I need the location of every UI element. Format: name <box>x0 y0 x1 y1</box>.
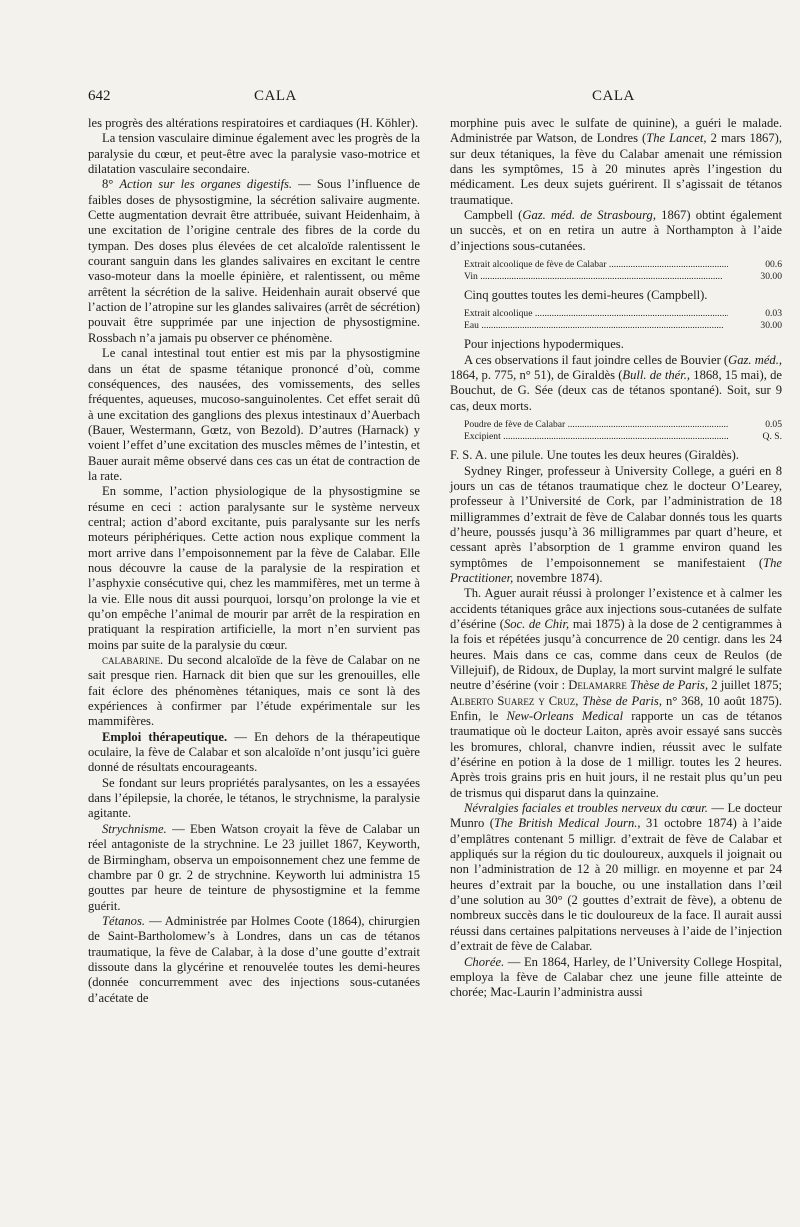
formula-row: Extrait alcoolique de fève de Calabar ..... 00.6 <box>464 259 782 271</box>
citation: Thèse de Paris, <box>578 693 662 708</box>
paragraph-digestive-action <box>88 177 420 346</box>
header-title-right: CALA <box>592 88 635 104</box>
author-name: Alberto Suarez y Cruz, <box>450 693 579 708</box>
formula-row: Poudre de fève de Calabar ..... 0.05 <box>464 419 782 431</box>
citation: New-Orleans Medical <box>506 709 624 723</box>
section-heading: Tétanos. <box>102 913 146 928</box>
citation: The British Medical Journ., <box>493 816 641 831</box>
header-title-left: CALA <box>254 88 297 104</box>
formula-row: Extrait alcoolique ..... 0.03 <box>464 308 782 320</box>
paragraph: Pour injections hypodermiques. <box>464 337 624 352</box>
formula-row: Vin ..... 30.00 <box>464 271 782 283</box>
paragraph-tetanus <box>88 914 420 1006</box>
citation: The Lancet, <box>646 131 707 146</box>
paragraph: Le canal intestinal tout entier est mis par la physostigmine dans un état de spasme tétanique prononcé d’où, comme conséquences, des nausées, des vomissements, des selles fréquentes, aqueuses, mucoso-sanguinolentes. Cet effet serait dû à une excitation des ganglions des plexus intestinaux d’Auerbach (Bauer, Westermann, Gœtz, von Bezold). D’autres (Harnack) y voient l’effet d’une excitation des muscles mêmes de l’intestin, et Bauer aurait même observé dans ces cas un état de contraction de la rate. <box>88 346 420 483</box>
paragraph: Campbell (Gaz. méd. de Strasbourg, 1867) obtint également un succès, et on en retira un autre à Northampton à l’aide d’injections sous-cutanées. <box>450 208 783 253</box>
paragraph: En somme, l’action physiologique de la physostigmine se résume en ceci : action paralysante sur le système nerveux central; action d’abord excitante, puis paralysante sur les nerfs moteurs périphériques. Cette action nous explique comment la mort arrive dans l’empoisonnement par la fève de Calabar. Elle nous découvre la cause de la paralysie de la respiration et l’asphyxie consécutive qui, chez les mammifères, met un terme à la vie. Elle nous dit aussi pourquoi, lorsqu’on prolonge la vie et qu’on empêche l’animal de mourir par arrêt de la respiration en pratiquant la respiration artificielle, la mort n’en survient pas moins par suite de la paralysie du cœur. <box>88 484 420 652</box>
section-heading: Strychnisme. <box>102 821 167 836</box>
citation: The Practitioner, <box>450 555 782 585</box>
paragraph-text: — Eben Watson croyait la fève de Calabar un réel antagoniste de la strychnine. Le 23 juillet 1867, Keyworth, de Birmingham, observa un empoisonnement chez une femme de chambre par 0 gr. 2 de strychnine. Keyworth lui administra 15 gouttes par heure de teinture de physostigmine et la femme guérit. <box>88 821 420 913</box>
section-heading: Chorée. <box>464 954 505 969</box>
paragraph-text: Du second alcaloïde de la fève de Calabar on ne sait presque rien. Harnack dit bien que sur les grenouilles, elle fait éclore des phénomènes tétaniques, mais ce sont là des expériences à confirmer par l’étude expérimentale sur les mammifères. <box>88 653 420 729</box>
left-column <box>88 116 420 1006</box>
formula-1 <box>464 259 782 283</box>
citation: Soc. de Chir, <box>503 616 570 631</box>
paragraph: Cinq gouttes toutes les demi-heures (Campbell). <box>464 288 708 303</box>
section-number: 8° <box>102 177 114 192</box>
section-heading: Emploi thérapeutique. <box>102 729 228 744</box>
section-heading: calabarine. <box>102 653 164 668</box>
paragraph: La tension vasculaire diminue également avec les progrès de la paralysie du cœur, et peut-être avec la paralysie vaso-motrice et dilatation vasculaire secondaire. <box>88 131 420 177</box>
paragraph-therapeutic-use <box>88 730 420 776</box>
paragraph-text: — Sous l’influence de faibles doses de physostigmine, la sécrétion salivaire augmente. Cette augmentation devrait être attribuée, suivant Heidenhaim, à une excitation de l’origine centrale des fibres de la corde du tympan. Des doses plus élevées de cet alcaloïde ralentissent le courant sanguin dans les glandes salivaires en excitant le centre vaso-moteur dans la moelle épinière, et ralentissent, ou même arrêtent la sécrétion de la salive. Heidenhain aurait observé que l’action de l’atropine sur les glandes salivaires (arrêt de sécrétion) pouvait être supprimée par une injection de physostigmine. Rossbach n’a jamais pu observer ce phénomène. <box>88 177 420 345</box>
citation: Gaz. méd., <box>728 352 783 367</box>
formula-2 <box>464 308 782 332</box>
paragraph-chorea: Chorée. — En 1864, Harley, de l’University College Hospital, employa la fève de Calabar chez une jeune fille atteinte de chorée; Mac-Laurin l’administra aussi <box>450 954 782 1000</box>
paragraph-neuralgia: Névralgies faciales et troubles nerveux du cœur. — Le docteur Munro (The British Medical Journ., 31 octobre 1874) à l’aide d’emplâtres contenant 5 milligr. d’extrait de fève de Calabar et appliqués sur la région du tic douloureux, auxquels il joignait ou non l’administration de 12 à 20 milligr. en moyenne et par 24 heures d’extrait par la bouche, ou une installation dans l’œil d’une solution au 30° (2 gouttes d’extrait de fève), a obtenu de nombreux succès dans le tic douloureux de la face. Il aurait aussi réussi dans certaines palpitations nerveuses à l’aide de l’injection d’extrait de fève de Calabar. <box>450 801 782 954</box>
page-number: 642 <box>88 88 111 104</box>
running-header <box>88 88 714 110</box>
paragraph-text: — Administrée par Holmes Coote (1864), chirurgien de Saint-Bartholomew’s à Londres, dans un cas de tétanos traumatique, la fève de Calabar, à la dose d’une goutte d’extrait dissoute dans la glycérine et renouvelée toutes les demi-heures (donnée concurremment avec des injections sous-cutanées d’acétate de <box>88 913 420 1005</box>
citation: Thèse de Paris, <box>626 678 709 693</box>
section-heading: Action sur les organes digestifs. <box>119 177 293 192</box>
paragraph-text: — En dehors de la thérapeutique oculaire, la fève de Calabar et son alcaloïde n’ont jusqu’ici guère donné de résultats encourageants. <box>88 729 420 775</box>
citation: Bull. de thér., <box>622 368 691 383</box>
right-column <box>450 116 782 1001</box>
paragraph: F. S. A. une pilule. Une toutes les deux heures (Giraldès). <box>450 448 739 463</box>
paragraph: morphine puis avec le sulfate de quinine), a guéri le malade. Administrée par Watson, de Londres (The Lancet, 2 mars 1867), sur deux tétaniques, la fève du Calabar amenait une rémission dans les symptômes, 15 à 20 minutes après l’ingestion du médicament. Les deux sujets guérirent. Il s’agissait de tétanos traumatique. <box>450 116 782 207</box>
paragraph-calabarine <box>88 653 420 730</box>
section-heading: Névralgies faciales et troubles nerveux du cœur. <box>464 801 708 816</box>
author-name: Delamarre <box>568 678 627 693</box>
formula-row: Eau ..... 30.00 <box>464 320 782 332</box>
formula-row: Excipient ..... Q. S. <box>464 431 782 443</box>
formula-3 <box>464 419 782 443</box>
paragraph: A ces observations il faut joindre celles de Bouvier (Gaz. méd., 1864, p. 775, n° 51), de Giraldès (Bull. de thér., 1868, 15 mai), de Bouchut, de G. Sée (deux cas de tétanos spontané). Soit, sur 9 cas, deux morts. <box>450 352 783 413</box>
paragraph: Th. Aguer aurait réussi à prolonger l’existence et à calmer les accidents tétaniques grâce aux injections sous-cutanées de sulfate d’ésérine (Soc. de Chir, mai 1875) à la dose de 2 centigrammes à la fois et répétées jusqu’à concurrence de 20 centigr. dans les 24 heures. Mais dans ce cas, comme dans ceux de Reulos (de Villejuif), de Ridoux, de Duplay, la mort survint malgré le sulfate neutre d’ésérine (voir : Delamarre Thèse de Paris, 2 juillet 1875; Alberto Suarez y Cruz, Thèse de Paris, n° 368, 10 août 1875). Enfin, le New-Orleans Medical rapporte un cas de tétanos traumatique où le docteur Laiton, après avoir essayé sans succès les bromures, chloral, chanvre indien, réussit avec le sulfate d’ésérine en potion à la dose de 1 milligr. toutes les 2 heures. Après trois grains pris en huit jours, il ne restait plus qu’un peu de trismus qui disparut dans la quinzaine. <box>450 586 783 800</box>
citation: Gaz. méd. de Strasbourg, <box>522 208 656 223</box>
paragraph: Se fondant sur leurs propriétés paralysantes, on les a essayées dans l’épilepsie, la chorée, le tétanos, le strychnisme, la paralysie agitante. <box>88 775 420 821</box>
paragraph-strychnism <box>88 822 420 914</box>
paragraph: Sydney Ringer, professeur à University College, a guéri en 8 jours un cas de tétanos traumatique chez le docteur O’Learey, professeur à l’Université de Cork, par l’administration de 18 milligrammes d’extrait de fève de Calabar donnés tous les quarts d’heure, poussés jusqu’à 36 milligrammes par quart d’heure, et cessant après l’absorption de 1 gramme environ quand les symptômes de l’empoisonnement se manifestaient (The Practitioner, novembre 1874). <box>450 463 782 585</box>
paragraph: les progrès des altérations respiratoires et cardiaques (H. Köhler). <box>88 116 419 130</box>
